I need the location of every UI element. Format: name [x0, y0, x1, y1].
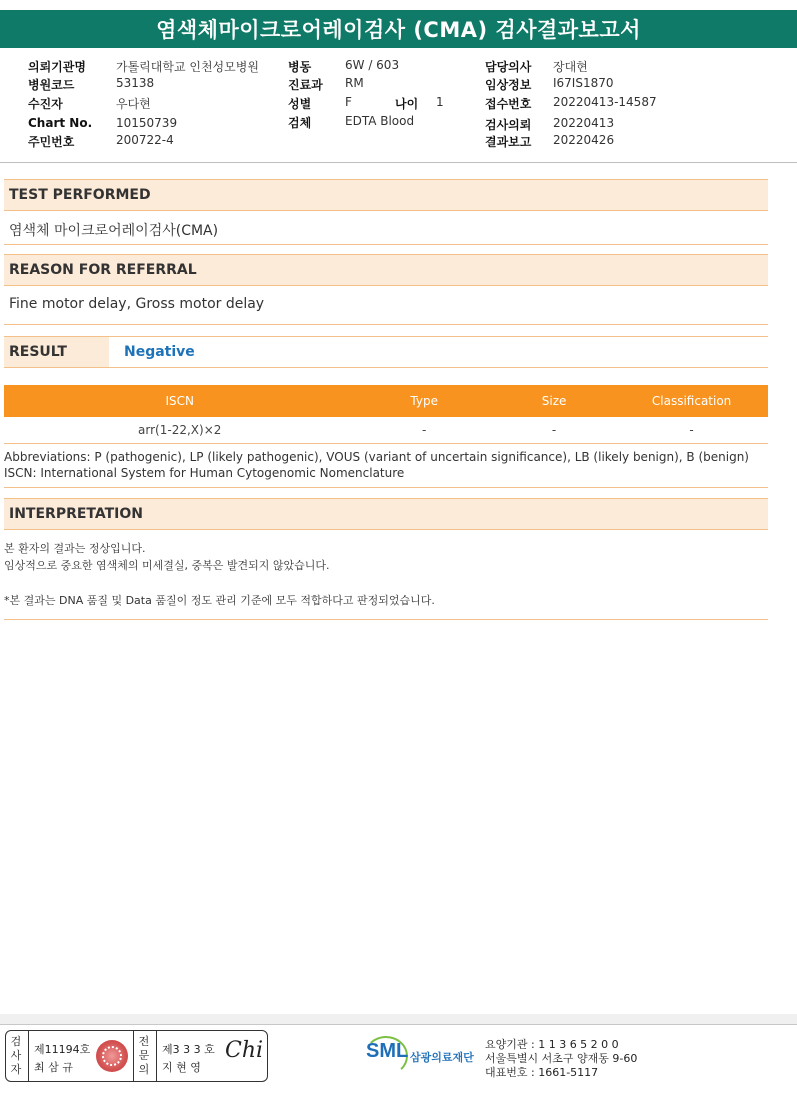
org-address: [485, 1038, 637, 1080]
cell-iscn: arr(1-22,X)×2: [4, 417, 355, 444]
box-divider: [133, 1031, 134, 1081]
examiner-name: 최 삼 규: [34, 1061, 73, 1074]
cell-type: -: [355, 417, 493, 444]
section-divider: [4, 619, 768, 620]
info-label: 담당의사: [485, 60, 532, 74]
interpretation-line: 본 환자의 결과는 정상입니다.: [4, 542, 146, 555]
interpretation-note: *본 결과는 DNA 품질 및 Data 품질이 정도 관리 기준에 모두 적합하다고 판정되었습니다.: [4, 594, 435, 607]
info-label: 진료과: [288, 78, 323, 92]
info-label: 임상정보: [485, 78, 532, 92]
box-divider: [28, 1031, 29, 1081]
interpretation-heading: INTERPRETATION: [4, 498, 768, 530]
info-value: 200722-4: [116, 133, 174, 147]
footer-divider: [0, 1024, 797, 1025]
sml-logo: SML: [366, 1040, 409, 1062]
col-header-iscn: ISCN: [4, 385, 355, 417]
address-line: 서울특별시 서초구 양재동 9-60: [485, 1052, 638, 1065]
section-divider: [4, 244, 768, 245]
info-value: 20220413: [553, 116, 615, 130]
info-label: Chart No.: [28, 116, 93, 130]
footer-band: [0, 1014, 797, 1024]
specialist-name: 지 현 영: [162, 1061, 201, 1074]
info-value: 장대현: [553, 60, 588, 74]
examiner-label: 검 사 자: [10, 1035, 22, 1076]
table-row: [4, 417, 768, 444]
section-divider: [4, 487, 768, 488]
age-value: 1: [436, 95, 444, 109]
abbreviations-line: ISCN: International System for Human Cytogenomic Nomenclature: [4, 466, 405, 480]
info-label: 병동: [288, 60, 312, 74]
referral-text: Fine motor delay, Gross motor delay: [9, 296, 265, 312]
cell-size: -: [493, 417, 615, 444]
info-value: EDTA Blood: [345, 114, 415, 128]
info-value: 20220426: [553, 133, 615, 147]
col-header-type: Type: [355, 385, 493, 417]
info-value: 10150739: [116, 116, 178, 130]
test-performed-heading: TEST PERFORMED: [4, 179, 768, 211]
col-header-size: Size: [493, 385, 615, 417]
box-divider: [156, 1031, 157, 1081]
info-value: F: [345, 95, 352, 109]
result-label: RESULT: [4, 337, 109, 367]
abbreviations-line: Abbreviations: P (pathogenic), LP (likely pathogenic), VOUS (variant of uncertain significance), LB (likely benign), B (benign): [4, 450, 749, 464]
info-label: 주민번호: [28, 135, 75, 149]
info-label: 결과보고: [485, 135, 532, 149]
official-seal-icon: [96, 1040, 128, 1072]
info-value: I67IS1870: [553, 76, 614, 90]
specialist-label: 전 문 의: [138, 1035, 150, 1076]
abbreviations: [4, 449, 794, 481]
section-divider: [4, 324, 768, 325]
info-label: 의뢰기관명: [28, 60, 86, 74]
info-divider: [0, 162, 797, 163]
result-value: Negative: [124, 344, 195, 360]
info-value: RM: [345, 76, 364, 90]
info-value: 6W / 603: [345, 58, 400, 72]
interpretation-line: 임상적으로 중요한 염색체의 미세결실, 중복은 발견되지 않았습니다.: [4, 559, 330, 572]
info-label: 검사의뢰: [485, 118, 532, 132]
report-title: 염색체마이크로어레이검사 (CMA) 검사결과보고서: [0, 10, 797, 48]
address-line: 대표번호 : 1661-5117: [485, 1066, 599, 1079]
referral-heading: REASON FOR REFERRAL: [4, 254, 768, 286]
info-label: 접수번호: [485, 97, 532, 111]
col-header-classification: Classification: [615, 385, 768, 417]
info-value: 가톨릭대학교 인천성모병원: [116, 60, 259, 74]
cell-classification: -: [615, 417, 768, 444]
signature: Chi: [225, 1038, 264, 1063]
patient-info: [0, 56, 797, 156]
age-label: 나이: [395, 97, 419, 111]
info-label: 성별: [288, 97, 312, 111]
info-label: 병원코드: [28, 78, 75, 92]
specialist-number: 제3 3 3 호: [162, 1043, 215, 1056]
info-value: 20220413-14587: [553, 95, 657, 109]
info-label: 수진자: [28, 97, 63, 111]
address-line: 요양기관 : 1 1 3 6 5 2 0 0: [485, 1038, 619, 1051]
info-label: 검체: [288, 116, 312, 130]
table-header-row: [4, 385, 768, 417]
result-table: [4, 385, 768, 444]
result-row: [4, 336, 768, 368]
info-value: 우다현: [116, 97, 151, 111]
info-value: 53138: [116, 76, 155, 90]
examiner-number: 제11194호: [34, 1043, 91, 1056]
test-performed-text: 염색체 마이크로어레이검사(CMA): [9, 223, 219, 239]
org-name: 삼광의료재단: [410, 1051, 474, 1064]
